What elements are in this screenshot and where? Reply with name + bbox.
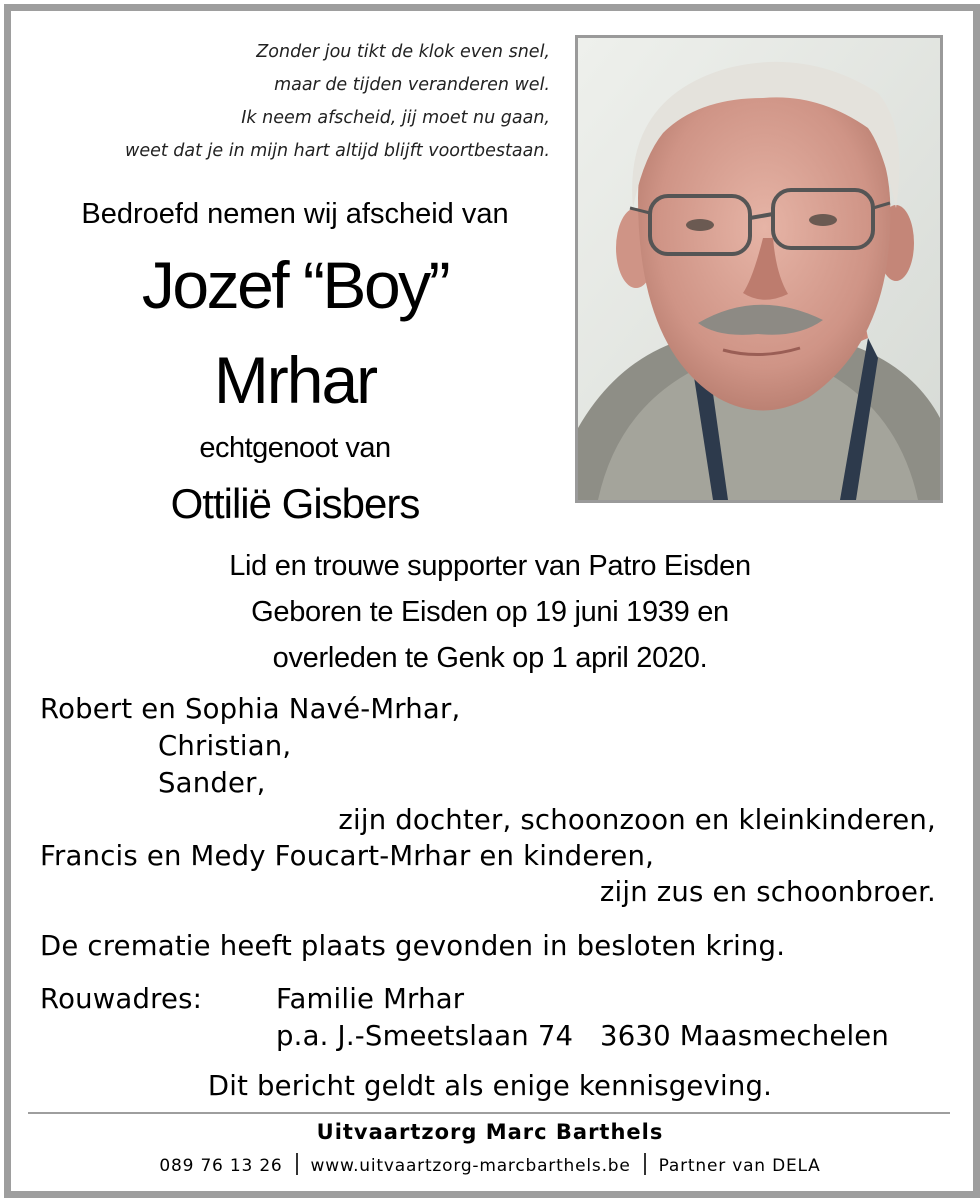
spouse-name: Ottiliё Gisbers [170,480,420,527]
intro-text: Bedroefd nemen wij afscheid van [81,198,509,230]
deceased-info [40,543,940,681]
funeral-home-name: Uitvaartzorg Marc Barthels [316,1120,664,1144]
poem-line: Ik neem afscheid, jij moet nu gaan, [241,108,550,128]
family-line: Sander, [158,767,266,799]
address-name: Familie Mrhar [276,983,465,1015]
footer-phone: 089 76 13 26 [159,1156,283,1176]
poem-line: Zonder jou tikt de klok even snel, [256,42,550,62]
footer-contact [0,1153,980,1176]
poem-line: weet dat je in mijn hart altijd blijft voortbestaan. [125,141,550,161]
spouse-label: echtgenoot van [199,432,391,464]
deceased-first-name: Jozef “Boy” [141,248,449,322]
deceased-last-name: Mrhar [213,343,377,417]
poem [40,36,550,168]
family-line: Christian, [158,730,292,762]
info-line: Lid en trouwe supporter van Patro Eisden [229,550,751,582]
cremation-text: De crematie heeft plaats gevonden in besloten kring. [40,930,786,962]
portrait-photo-icon [578,38,940,500]
notice-text: Dit bericht geldt als enige kennisgeving. [207,1070,773,1102]
info-line: Geboren te Eisden op 19 juni 1939 en [251,596,729,628]
family-relation: zijn dochter, schoonzoon en kleinkinderen, [338,804,936,836]
footer-divider [28,1112,950,1114]
separator [644,1153,646,1175]
poem-line: maar de tijden veranderen wel. [274,75,550,95]
address-label: Rouwadres: [40,983,203,1015]
footer-website[interactable]: www.uitvaartzorg-marcbarthels.be [310,1156,631,1176]
family-line: Francis en Medy Foucart-Mrhar en kinderen, [40,840,655,872]
family-line: Robert en Sophia Navé-Mrhar, [40,693,461,725]
portrait-photo [575,35,943,503]
address-city: 3630 Maasmechelen [600,1020,890,1052]
family-relation: zijn zus en schoonbroer. [599,876,936,908]
footer-partner: Partner van DELA [658,1156,821,1176]
info-line: overleden te Genk op 1 april 2020. [272,642,708,674]
separator [296,1153,298,1175]
address-street: p.a. J.-Smeetslaan 74 [276,1020,574,1052]
